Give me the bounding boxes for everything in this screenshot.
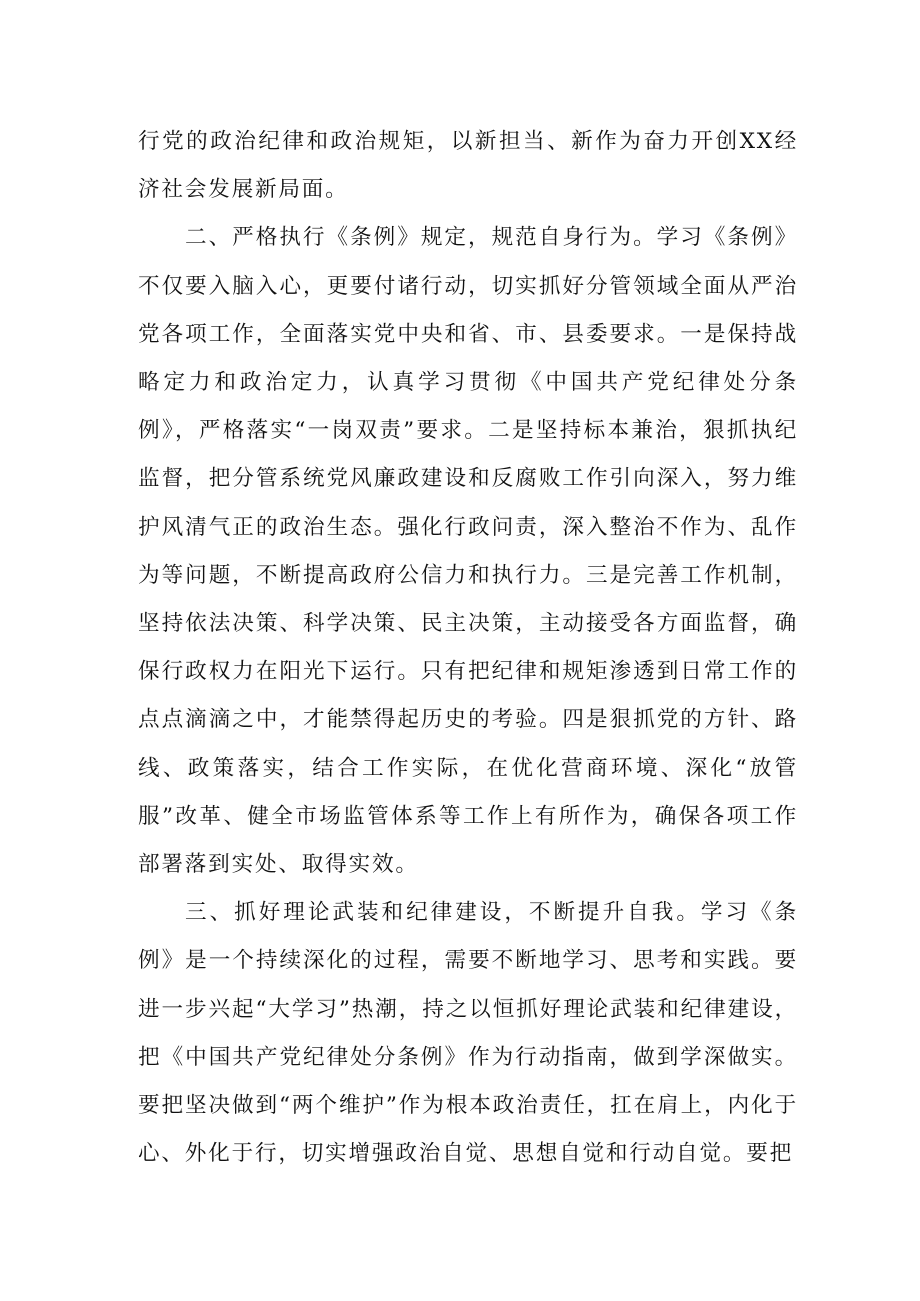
- paragraph-continuation: 行党的政治纪律和政治规矩，以新担当、新作为奋力开创XX经济社会发展新局面。: [138, 129, 798, 203]
- document-body: [138, 118, 798, 1178]
- paragraph-section-two: 二、严格执行《条例》规定，规范自身行为。学习《条例》不仅要入脑入心，更要付诸行动，切实抓好分管领域全面从严治党各项工作，全面落实党中央和省、市、县委要求。一是保持战略定力和政治定力，认真学习贯彻《中国共产党纪律处分条例》，严格落实“一岗双责”要求。二是坚持标本兼治，狠抓执纪监督，把分管系统党风廉政建设和反腐败工作引向深入，努力维护风清气正的政治生态。强化行政问责，深入整治不作为、乱作为等问题，不断提高政府公信力和执行力。三是完善工作机制，坚持依法决策、科学决策、民主决策，主动接受各方面监督，确保行政权力在阳光下运行。只有把纪律和规矩渗透到日常工作的点点滴滴之中，才能禁得起历史的考验。四是狠抓党的方针、路线、政策落实，结合工作实际，在优化营商环境、深化“放管服”改革、健全市场监管体系等工作上有所作为，确保各项工作部署落到实处、取得实效。: [138, 225, 798, 878]
- paragraph-section-three: 三、抓好理论武装和纪律建设，不断提升自我。学习《条例》是一个持续深化的过程，需要不断地学习、思考和实践。要进一步兴起“大学习”热潮，持之以恒抓好理论武装和纪律建设，把《中国共产党纪律处分条例》作为行动指南，做到学深做实。要把坚决做到“两个维护”作为根本政治责任，扛在肩上，内化于心、外化于行，切实增强政治自觉、思想自觉和行动自觉。要把: [138, 900, 798, 1167]
